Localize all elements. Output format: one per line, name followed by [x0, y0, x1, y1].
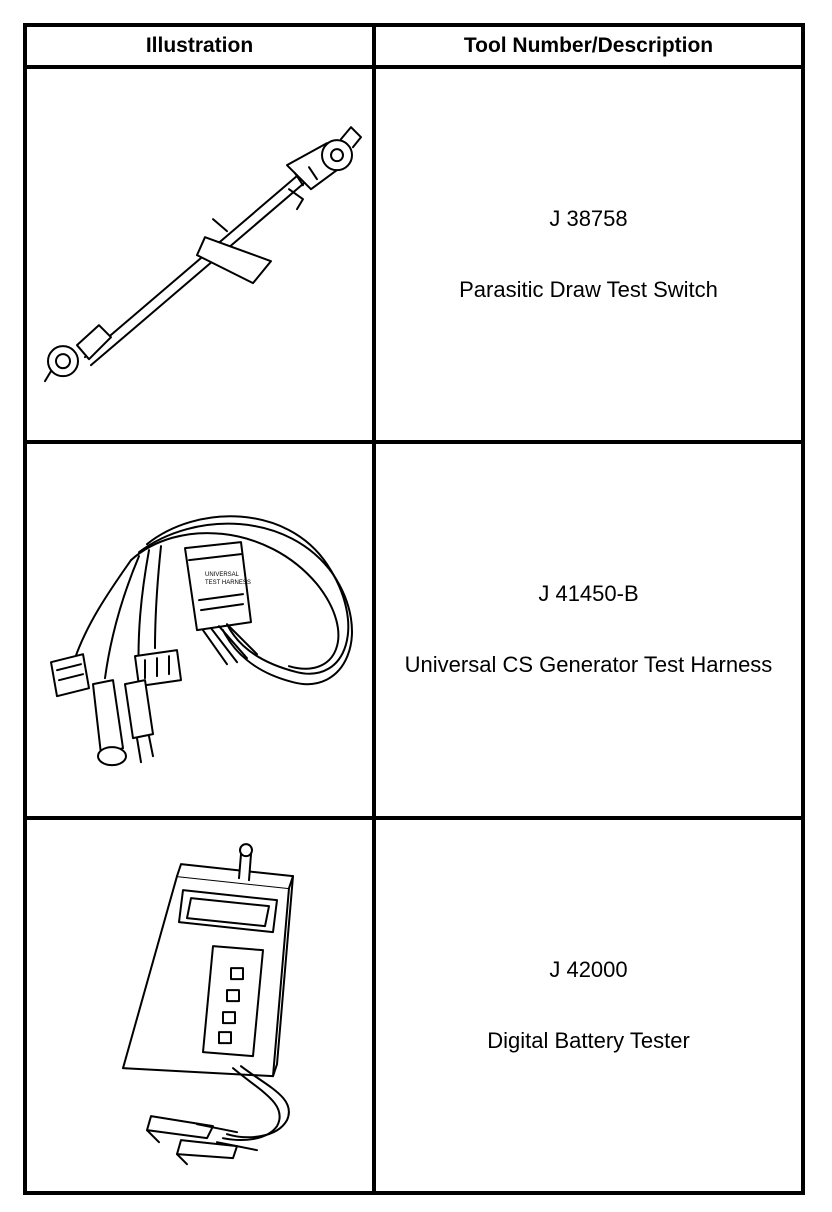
illustration-cell [25, 442, 374, 817]
digital-battery-tester-icon [27, 820, 372, 1191]
tool-description-cell [374, 442, 803, 817]
tool-description-cell [374, 67, 803, 442]
table-row [25, 67, 803, 442]
header-tool-number-description: Tool Number/Description [374, 25, 803, 67]
tool-number: J 42000 [549, 956, 628, 982]
parasitic-draw-test-switch-icon [27, 69, 372, 440]
header-illustration: Illustration [25, 25, 374, 67]
illustration-cell [25, 818, 374, 1193]
generator-test-harness-icon [27, 444, 372, 815]
illustration-cell [25, 67, 374, 442]
table-row [25, 818, 803, 1193]
tool-description: Digital Battery Tester [487, 1027, 690, 1053]
tool-description-cell [374, 818, 803, 1193]
tool-description: Universal CS Generator Test Harness [404, 652, 773, 678]
header-row [25, 25, 803, 67]
svg-text:TEST HARNESS: TEST HARNESS [205, 580, 251, 587]
svg-text:UNIVERSAL: UNIVERSAL [205, 572, 240, 579]
tool-number: J 41450-B [538, 581, 639, 607]
special-tools-table [23, 23, 805, 1195]
tool-description: Parasitic Draw Test Switch [459, 277, 718, 303]
tool-number: J 38758 [549, 206, 628, 232]
table-row [25, 442, 803, 817]
